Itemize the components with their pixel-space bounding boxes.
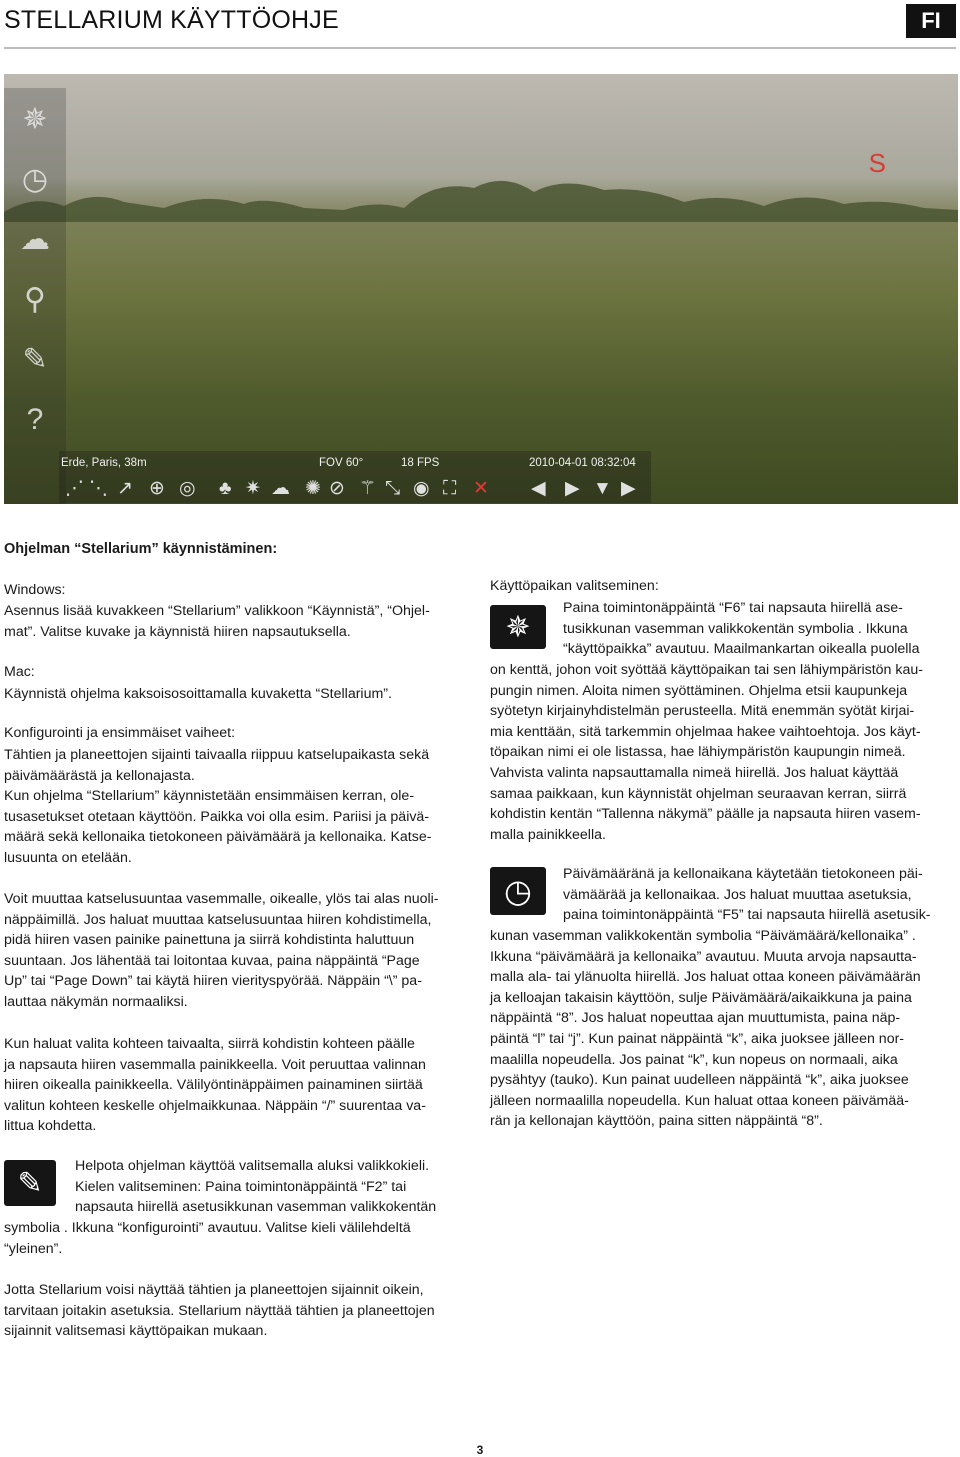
nebula-icon[interactable]: ☁ bbox=[271, 478, 290, 499]
cardinal-south-label: S bbox=[868, 148, 886, 178]
clock-symbol-icon: ◷ bbox=[490, 867, 546, 915]
config-heading: Konfigurointi ja ensimmäiset vaiheet: bbox=[4, 725, 236, 741]
night-mode-icon[interactable]: ⤡ bbox=[385, 478, 401, 499]
location-text: Paina toimintonäppäintä “F6” tai napsauta hiirellä ase- tusikkunan vasemman valikkokentän symbolia . Ikkuna “käyttöpaikka” avautuu. Maailmankartan oikealla puolella bbox=[563, 600, 920, 658]
location-readout: Erde, Paris, 38m bbox=[61, 457, 147, 469]
config-symbol-icon: ✎ bbox=[4, 1160, 56, 1206]
location-heading: Käyttöpaikan valitseminen: bbox=[490, 578, 659, 594]
telescope-icon[interactable]: ⊘ bbox=[329, 478, 345, 499]
mac-heading: Mac: bbox=[4, 664, 35, 680]
clock-icon[interactable]: ◷ bbox=[21, 163, 49, 196]
help-icon[interactable]: ? bbox=[26, 403, 44, 436]
config-icon[interactable]: ✎ bbox=[22, 343, 48, 376]
rewind-icon[interactable]: ◀ bbox=[531, 478, 546, 499]
flip-icon[interactable]: ⚚ bbox=[359, 478, 377, 499]
real-time-icon[interactable]: ▼ bbox=[593, 478, 612, 499]
fov-readout: FOV 60° bbox=[319, 457, 364, 469]
datetime-readout: 2010-04-01 08:32:04 bbox=[529, 457, 636, 469]
fps-readout: 18 FPS bbox=[401, 457, 440, 469]
search-icon[interactable]: ⚲ bbox=[24, 283, 46, 316]
language-badge: FI bbox=[906, 4, 956, 38]
fullscreen-icon[interactable]: ⛶ bbox=[443, 478, 457, 499]
date-text-cont: kunan vasemman valikkokentän symbolia “Päivämäärä/kellonaika” . Ikkuna “päivämäärä ja kellonaika” avautuu. Muuta arvoja napsautta- malla ala- tai ylänuolta hiirellä. Jos haluat ottaa koneen päivämäärän ja kelloajan takaisin käyttöön, sulje Päivämäärä/aikaikkuna ja paina näppäintä “8”. Jos haluat nopeuttaa ajan muuttumista, paina näp- päintä “l” tai “j”. Kun painat näppäintä “k”, aika juoksee jälleen nor- maalilla nopeudella. Jos painat “k”, kun nopeus on normaali, aika pysähtyy (tauko). Kun painat uudelleen näppäintä “k”, aika juoksee jälleen normaalilla nopeudella. Kun haluat ottaa koneen päivämää- rän ja kellonajan käyttöön, paina sitten näppäintä “8”. bbox=[490, 928, 921, 1130]
view-direction-text: Voit muuttaa katselusuuntaa vasemmalle, oikealle, ylös tai alas nuoli- näppäimillä. Jos haluat muuttaa katselusuuntaa hiiren kohdistimella, pidä hiiren vasen painike painettuna ja siirrä kohdistinta haluttuun suuntaan. Jos lähentää tai loitontaa kuvaa, paina näppäintä “Page Up” tai “Page Down” tai käytä hiiren vierityspyörää. Näppäin “\” pa- lauttaa näkymän normaaliksi. bbox=[4, 891, 439, 1010]
header-divider bbox=[4, 47, 956, 49]
planet-labels-icon[interactable]: ✺ bbox=[305, 478, 321, 499]
treeline bbox=[4, 172, 958, 222]
date-text: Päivämääränä ja kellonaikana käytetään tietokoneen päi- vämäärää ja kellonaikaa. Jos haluat muuttaa asetuksia, paina toimintonäppäintä “F5” tai napsauta hiirellä asetusik- bbox=[563, 866, 931, 924]
eye-icon[interactable]: ◉ bbox=[413, 478, 430, 499]
quit-icon[interactable]: ✕ bbox=[473, 478, 489, 499]
page-title: STELLARIUM KÄYTTÖOHJE bbox=[4, 6, 339, 34]
bottom-toolbar bbox=[59, 451, 651, 503]
ground-icon[interactable]: ♣ bbox=[219, 478, 232, 499]
stellarium-screenshot bbox=[4, 74, 958, 504]
mac-text: Käynnistä ohjelma kaksoisosoittamalla kuvaketta “Stellarium”. bbox=[4, 686, 392, 702]
select-object-text: Kun haluat valita kohteen taivaalta, siirrä kohdistin kohteen päälle ja napsauta hiiren vasemmalla painikkeella. Voit peruuttaa valinnan hiiren oikealla painikkeella. Välilyöntinäppäimen painaminen siirtää valitun kohteen keskelle ohjelmaikkunaa. Näppäin “/” suurentaa va- littua kohdetta. bbox=[4, 1036, 426, 1135]
windows-text: Asennus lisää kuvakkeen “Stellarium” valikkoon “Käynnistä”, “Ohjel- mat”. Valitse kuvake ja käynnistä hiiren napsautuksella. bbox=[4, 603, 430, 640]
forward-icon[interactable]: ▶ bbox=[621, 478, 636, 499]
section-title-start: Ohjelman “Stellarium” käynnistäminen: bbox=[4, 541, 278, 557]
location-icon[interactable]: ✵ bbox=[22, 103, 48, 136]
menu-language-text-cont: symbolia . Ikkuna “konfigurointi” avautuu. Valitse kieli välilehdeltä “yleinen”. bbox=[4, 1220, 411, 1257]
sky-view-icon[interactable]: ☁ bbox=[20, 223, 50, 256]
play-icon[interactable]: ▶ bbox=[565, 478, 580, 499]
left-menu bbox=[4, 88, 66, 504]
equatorial-grid-icon[interactable]: ⊕ bbox=[149, 478, 165, 499]
constellation-art-icon[interactable]: ↗ bbox=[117, 478, 133, 499]
constellation-labels-icon[interactable]: ⋱ bbox=[89, 478, 108, 499]
config-text: Tähtien ja planeettojen sijainti taivaalla riippuu katselupaikasta sekä päivämäärästä ja kellonajasta. Kun ohjelma “Stellarium” käynnistetään ensimmäisen kerran, ole- tusasetukset otetaan käyttöön. Paikka voi olla esim. Pariisi ja päivä- määrä sekä kellonaika tietokoneen päivämäärä ja kellonaika. Katse- lusuunta on etelään. bbox=[4, 747, 432, 866]
menu-language-text: Helpota ohjelman käyttöä valitsemalla aluksi valikkokieli. Kielen valitseminen: Paina toimintonäppäintä “F2” tai napsauta hiirellä asetusikkunan vasemman valikkokentän bbox=[75, 1158, 437, 1216]
azimuthal-grid-icon[interactable]: ◎ bbox=[179, 478, 196, 499]
location-text-cont: on kenttä, johon voit syöttää käyttöpaikan tai sen lähiympäristön kau- pungin nimen. Aloita nimen syöttäminen. Ohjelma etsii kaupunkeja syötetyn kirjainyhdistelmän perusteella. Mitä enemmän syötät kirjai- mia kenttään, sitä tarkemmin ohjelmaa hakee vaihtoehtoja. Jos käyt- töpaikan nimi ei ole listassa, hae lähiympäristön kaupungin nimeä. Vahvista valinta napsauttamalla nimeä hiirellä. Jos haluat käyttää samaa paikkaan, kun käynnistät ohjelman seuraavan kerran, siirrä kohdistin kentän “Tallenna näkymä” päälle ja napsauta hiiren vasem- malla painikkeella. bbox=[490, 662, 923, 843]
constellation-lines-icon[interactable]: ⋰ bbox=[65, 478, 84, 499]
windows-heading: Windows: bbox=[4, 582, 66, 598]
final-note-text: Jotta Stellarium voisi näyttää tähtien ja planeettojen sijainnit oikein, tarvitaan joitakin asetuksia. Stellarium näyttää tähtien ja planeettojen sijainnit valitsemasi käyttöpaikan mukaan. bbox=[4, 1282, 435, 1340]
location-symbol-icon: ✵ bbox=[490, 605, 546, 649]
page-number: 3 bbox=[476, 1443, 484, 1457]
atmosphere-icon[interactable]: ✷ bbox=[245, 478, 261, 499]
